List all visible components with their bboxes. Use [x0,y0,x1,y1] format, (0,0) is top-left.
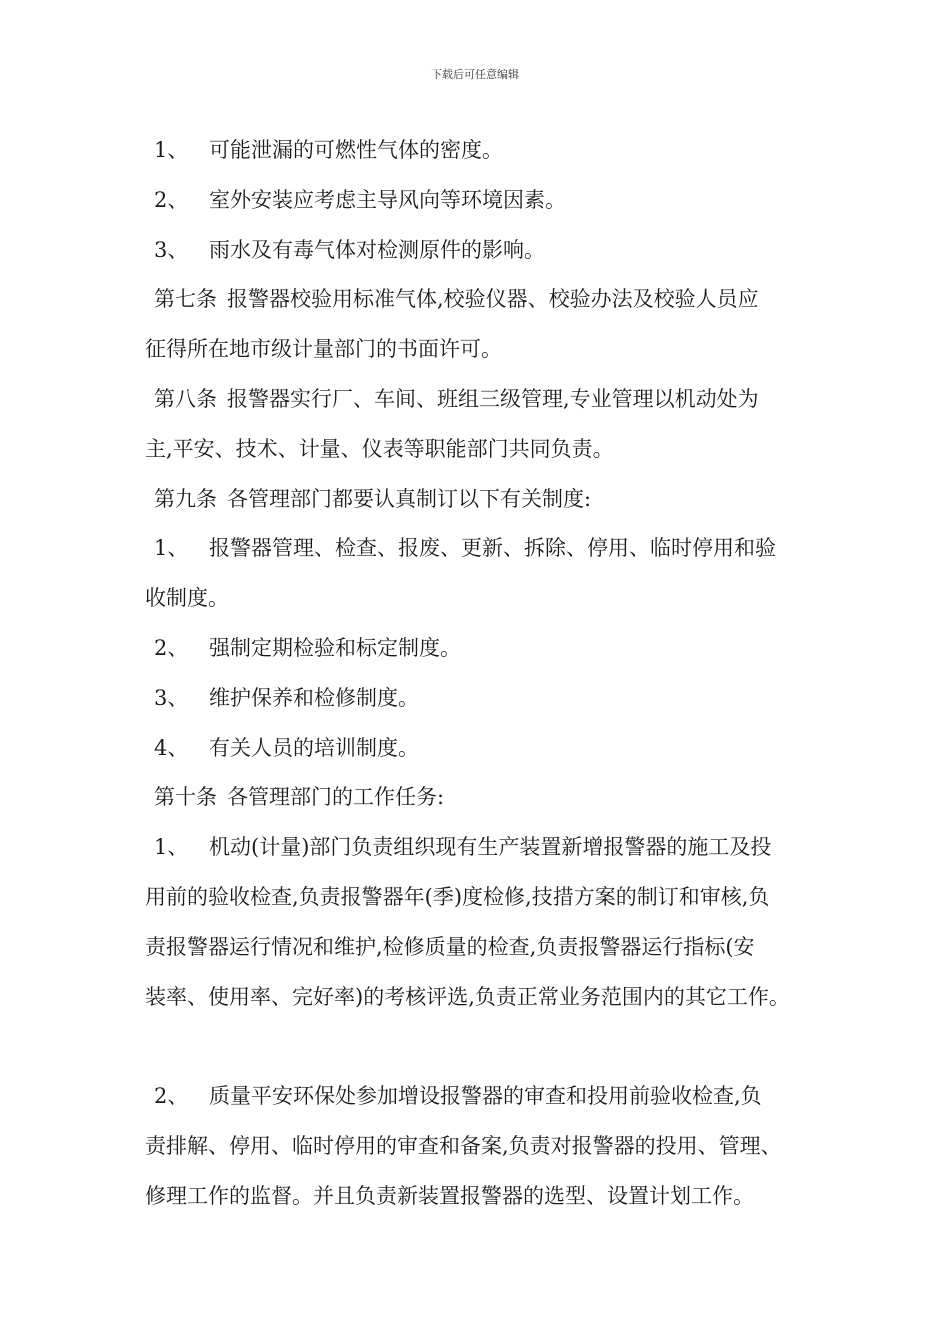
text-line [145,425,825,475]
item-number: 3、 [154,237,189,262]
list-item [145,1072,825,1122]
article-number: 第九条 [154,486,217,511]
item-number: 2、 [154,1084,189,1109]
article-text: 报警器实行厂、车间、班组三级管理,专业管理以机动处为 [227,386,759,411]
text-continuation: 责报警器运行情况和维护,检修质量的检查,负责报警器运行指标(安 [145,934,755,959]
item-text: 室外安装应考虑主导风向等环境因素。 [209,187,566,212]
text-continuation: 责排解、停用、临时停用的审查和备案,负责对报警器的投用、管理、 [145,1133,782,1158]
item-text: 质量平安环保处参加增设报警器的审查和投用前验收检查,负 [209,1084,762,1109]
text-continuation: 收制度。 [145,586,229,611]
article-paragraph [145,475,825,525]
list-item [145,176,825,226]
article-text: 各管理部门的工作任务: [227,785,445,810]
item-text: 有关人员的培训制度。 [209,735,419,760]
text-line [145,923,825,973]
article-paragraph [145,773,825,823]
article-text: 各管理部门都要认真制订以下有关制度: [227,486,592,511]
article-paragraph [145,375,825,425]
text-line [145,873,825,923]
list-item [145,724,825,774]
text-line [145,574,825,624]
paragraph-gap [145,1022,825,1072]
item-number: 2、 [154,635,189,660]
text-line [145,973,825,1023]
item-number: 2、 [154,187,189,212]
item-text: 可能泄漏的可燃性气体的密度。 [209,138,503,162]
document-body [145,126,825,1222]
text-line [145,1172,825,1222]
text-continuation: 修理工作的监督。并且负责新装置报警器的选型、设置计划工作。 [145,1183,754,1208]
item-text: 雨水及有毒气体对检测原件的影响。 [209,237,545,262]
page-header: 下载后可任意编辑 [431,68,519,81]
item-text: 机动(计量)部门负责组织现有生产装置新增报警器的施工及投 [209,835,772,860]
text-continuation: 装率、使用率、完好率)的考核评选,负责正常业务范围内的其它工作。 [145,984,790,1009]
text-continuation: 征得所在地市级计量部门的书面许可。 [145,337,502,362]
list-item [145,624,825,674]
article-text: 报警器校验用标准气体,校验仪器、校验办法及校验人员应 [227,287,759,312]
item-number: 1、 [154,138,189,162]
article-number: 第十条 [154,785,217,810]
list-item [145,226,825,276]
article-paragraph [145,275,825,325]
item-number: 1、 [154,835,189,860]
article-number: 第八条 [154,386,217,411]
item-number: 4、 [154,735,189,760]
article-number: 第七条 [154,287,217,312]
text-line [145,325,825,375]
text-line [145,1122,825,1172]
list-item [145,823,825,873]
item-text: 报警器管理、检查、报废、更新、拆除、停用、临时停用和验 [209,536,776,561]
item-number: 1、 [154,536,189,561]
text-continuation: 主,平安、技术、计量、仪表等职能部门共同负责。 [145,436,614,461]
item-text: 强制定期检验和标定制度。 [209,635,461,660]
item-text: 维护保养和检修制度。 [209,685,419,710]
list-item [145,674,825,724]
list-item [145,524,825,574]
item-number: 3、 [154,685,189,710]
list-item [145,126,825,176]
text-continuation: 用前的验收检查,负责报警器年(季)度检修,技措方案的制订和审核,负 [145,884,770,909]
